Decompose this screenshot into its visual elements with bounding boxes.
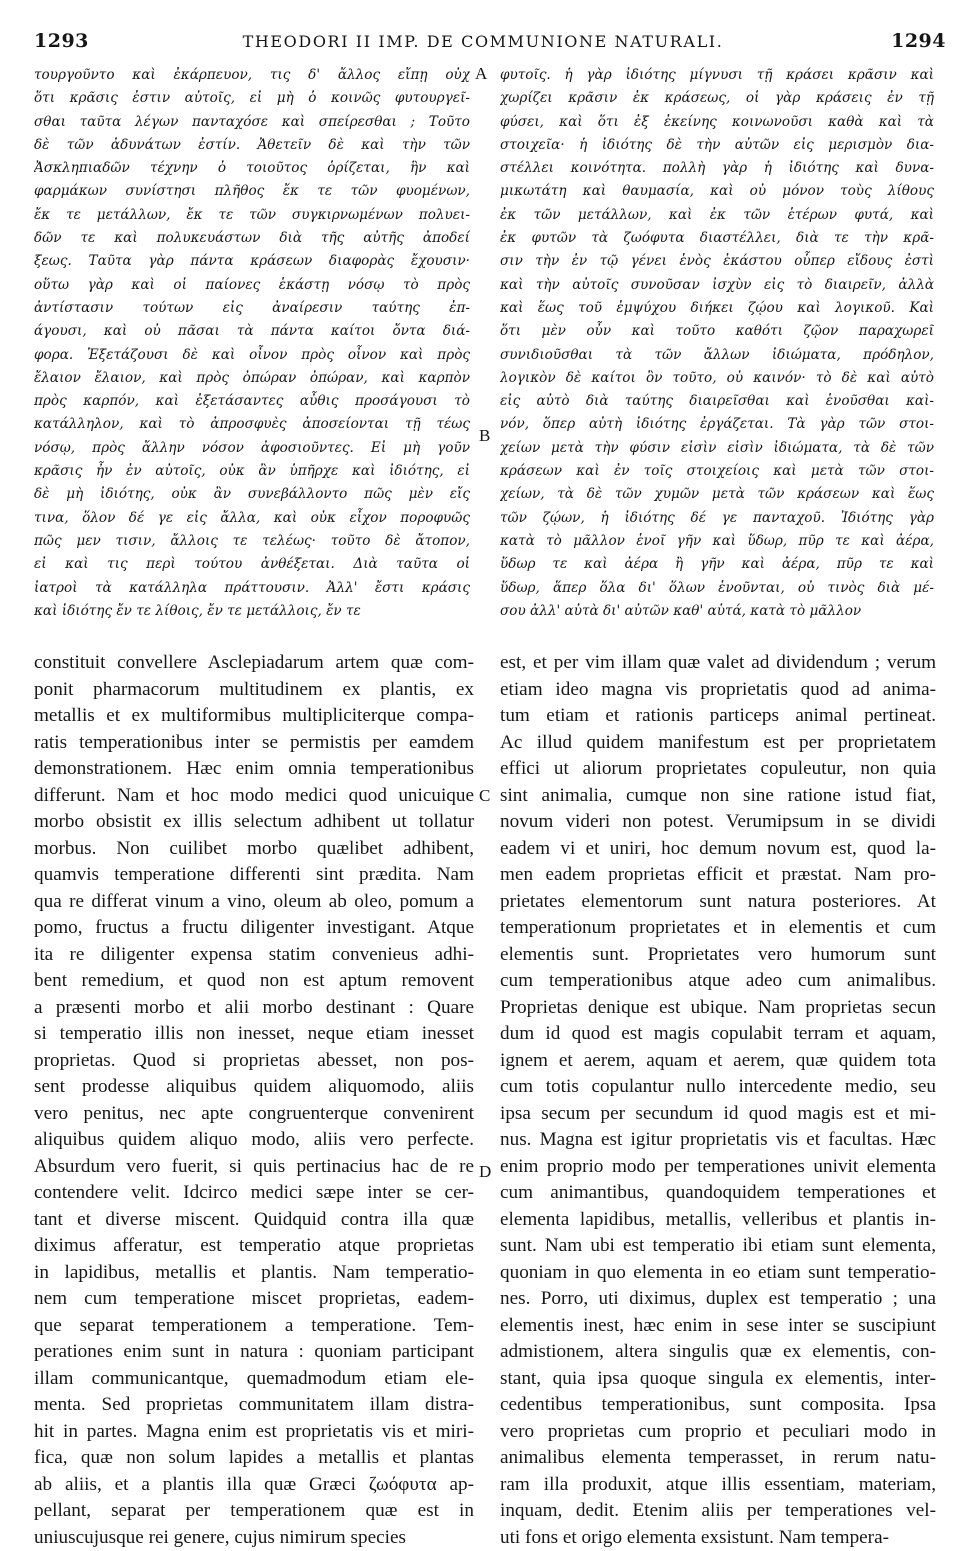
text-line: τῶν ζῴων, ἡ ἰδιότης δέ γε πανταχοῦ. Ἰδιότης γὰρ [500, 507, 934, 530]
text-line: ἐκ τῶν μετάλλων, καὶ ἐκ τῶν ἑτέρων φυτά, καὶ [500, 204, 934, 227]
text-line: sunt. Nam ubi est temperatio ibi etiam sunt elementa, [500, 1233, 936, 1260]
text-line: φορα. Ἐξετάζουσι δὲ καὶ οἶνον πρὸς οἶνον καὶ πρὸς [34, 344, 470, 367]
text-line: si temperatio illis non inesset, neque etiam inesset [34, 1021, 474, 1048]
text-line: ita re diligenter expensa statim convenieus adhi- [34, 942, 474, 969]
text-line: σιν τὴν ἐν τῷ γένει ἑνὸς ἑκάστου οὗπερ εἴδους ἐστὶ [500, 250, 934, 273]
page-header [0, 0, 966, 60]
page-number-left: 1293 [34, 30, 89, 52]
text-line: aliquibus quidem aliquo modo, aliis vero perfecte. [34, 1127, 474, 1154]
text-line: nus. Magna est igitur proprietatis vis et facultas. Hæc [500, 1127, 936, 1154]
text-line: χωρίζει κρᾶσιν ἐκ κράσεως, οἱ γὰρ κράσεις ἐν τῇ [500, 87, 934, 110]
text-line: qua re differat vinum a vino, oleum ab oleo, pomum a [34, 889, 474, 916]
text-line: que separat temperationem a temperatione. Tem- [34, 1313, 474, 1340]
text-line: metallis et ex multiformibus multipliciterque compa- [34, 703, 474, 730]
latin-column-left [34, 650, 474, 1551]
text-line: hit in partes. Magna enim est proprietatis vis et miri- [34, 1419, 474, 1446]
text-line: πῶς μεν τισιν, ἄλλοις τε τελέως· τοῦτο δὲ ἄτοπον, [34, 530, 470, 553]
text-line: men eadem proprietas efficit et præstat. Nam pro- [500, 862, 936, 889]
text-line: ὕδωρ, ἅπερ ὅλα δι' ὅλων ἑνοῦνται, οὐ τινὸς διὰ μέ- [500, 577, 934, 600]
text-line: ἔκ τε μετάλλων, ἔκ τε τῶν συγκιρνωμένων πολυει- [34, 204, 470, 227]
text-line: inquam, dedit. Etenim aliis per temperationes vel- [500, 1498, 936, 1525]
text-line: κατάλληλον, καὶ τὸ ἀπροσφυὲς ἀποσείονται τῇ τέως [34, 413, 470, 436]
text-line: est, et per vim illam quæ valet ad dividendum ; verum [500, 650, 936, 677]
text-line: effici ut aliorum proprietates copuleutur, non quia [500, 756, 936, 783]
text-line: cum temperationibus atque adeo cum animalibus. [500, 968, 936, 995]
text-line: Ac illud quidem manifestum est per proprietatem [500, 730, 936, 757]
text-line: συνιδιοῦσθαι τὰ τῶν ἄλλων ἰδιώματα, πρόδηλον, [500, 344, 934, 367]
text-line: nem cum temperatione miscet proprietas, eadem- [34, 1286, 474, 1313]
text-line: cum totis copulantur nullo intercedente medio, seu [500, 1074, 936, 1101]
text-line: vero penitus, nec apte congruenterque convenirent [34, 1101, 474, 1128]
text-line: pellant, separat per temperationem quæ est in [34, 1498, 474, 1525]
text-line: δῶν τε καὶ πολυκευάστων διὰ τῆς αὐτῆς ἀποδεί [34, 227, 470, 250]
text-line: ξεως. Ταῦτα γὰρ πάντα κράσεων διαφορὰς ἔχουσιν· [34, 250, 470, 273]
text-line: etiam ideo magna vis proprietatis quod ad anima- [500, 677, 936, 704]
text-line: τινα, ὅλον δέ γε εἰς ἄλλα, καὶ οὐκ εἶχον ποροφυῶς [34, 507, 470, 530]
margin-letter-c: C [479, 786, 490, 806]
text-line: τουργοῦντο καὶ ἐκάρπευον, τις δ' ἄλλος εἴπῃ οὐχ [34, 64, 470, 87]
text-line: in lapidibus, metallis et plantis. Nam temperatio- [34, 1260, 474, 1287]
text-line: vero proprietas cum proprio et peculiari modo in [500, 1419, 936, 1446]
text-line: morbus. Non cuilibet morbo quælibet adhibent, [34, 836, 474, 863]
text-line: proprietas. Quod si proprietas abesset, non pos- [34, 1048, 474, 1075]
text-line: pomo, fructus a fructu diligenter investigant. Atque [34, 915, 474, 942]
text-line: στέλλει κοινότητα. πολλὴ γὰρ ἡ ἰδιότης καὶ δυνα- [500, 157, 934, 180]
text-line: menta. Sed proprietas communitatem illam distra- [34, 1392, 474, 1419]
text-line: ὅτι κρᾶσις ἐστιν αὐτοῖς, εἰ μὴ ὁ κοινῶς φυτουργεῖ- [34, 87, 470, 110]
text-line: stant, quia ipsa quoque singula ex elementis, inter- [500, 1366, 936, 1393]
text-line: ἔλαιον ἔλαιον, καὶ πρὸς ὀπώραν ὀπώραν, καὶ καρπὸν [34, 367, 470, 390]
text-line: fica, quæ non solum lapides a metallis et plantas [34, 1445, 474, 1472]
text-line: temperationum proprietates et in elementis et cum [500, 915, 936, 942]
text-line: Absurdum vero fuerit, si quis pertinacius hac de re [34, 1154, 474, 1181]
text-line: κατὰ τὸ μᾶλλον ἑνοῖ γῆν καὶ ὕδωρ, πῦρ τε καὶ ἀέρα, [500, 530, 934, 553]
text-line: φαρμάκων συνίστησι πλῆθος ἔκ τε τῶν φυομένων, [34, 180, 470, 203]
text-line: ipsa secum per secundum id quod magis est et mi- [500, 1101, 936, 1128]
text-line: Ἀσκληπιαδῶν τέχνην ὁ τοιοῦτος ὁρίζεται, ἣν καὶ [34, 157, 470, 180]
text-line: eadem vi et uniri, hoc demum novum est, quod la- [500, 836, 936, 863]
text-line: diximus afferatur, est temperatio atque proprietas [34, 1233, 474, 1260]
text-line: prietates elementorum sunt natura posteriores. At [500, 889, 936, 916]
text-line: φύσει, καὶ ὅτι ἐξ ἐκείνης κοινωνοῦσι καθὰ καὶ τὰ [500, 111, 934, 134]
text-line: φυτοῖς. ἡ γὰρ ἰδιότης μίγνυσι τῇ κράσει κρᾶσιν καὶ [500, 64, 934, 87]
text-line: άγουσι, καὶ οὐ πᾶσαι τὰ πάντα καίτοι ὄντα διά- [34, 320, 470, 343]
text-line: σου ἀλλ' αὐτὰ δι' αὐτῶν καθ' αὑτά, κατὰ τὸ μᾶλλον [500, 600, 934, 623]
text-line: quoniam in quo elementa in eo etiam sunt temperatio- [500, 1260, 936, 1287]
text-line: οὕτω γὰρ καὶ οἱ παίονες ἑκάστῃ νόσῳ τὸ πρὸς [34, 274, 470, 297]
text-line: constituit convellere Asclepiadarum artem quæ com- [34, 650, 474, 677]
text-line: ratis temperationibus inter se permistis per eamdem [34, 730, 474, 757]
text-line: bent remedium, et quod non est aptum removent [34, 968, 474, 995]
text-line: ignem et aerem, aquam et aerem, quæ quidem tota [500, 1048, 936, 1075]
text-line: Proprietas denique est ubique. Nam proprietas secun [500, 995, 936, 1022]
text-line: κρᾶσις ἦν ἐν αὐτοῖς, οὐκ ἂν ὑπῆρχε καὶ ἰδιότης, εἰ [34, 460, 470, 483]
text-line: ἰατροὶ τὰ κατάλληλα πράττουσιν. Ἀλλ' ἔστι κράσις [34, 577, 470, 600]
text-line: quamvis temperatione differenti sint prædita. Nam [34, 862, 474, 889]
text-line: καὶ τὴν αὐτοῖς συνοῦσαν ἰσχὺν εἰς τὸ διαιρεῖν, ἀλλὰ [500, 274, 934, 297]
text-line: στοιχεῖα· ἡ ἰδιότης δὲ τὴν αὐτῶν εἰς μερισμὸν δια- [500, 134, 934, 157]
text-line: perationes enim sunt in natura : quoniam participant [34, 1339, 474, 1366]
text-line: χείων μετὰ τὴν φύσιν εἰσὶν εἰσὶν ἰδιώματα, τὰ δὲ τῶν [500, 437, 934, 460]
text-line: σθαι ταῦτα λέγων πανταχόσε καὶ σπείρεσθαι ; Τοῦτο [34, 111, 470, 134]
text-line: nes. Porro, uti diximus, duplex est temperatio ; una [500, 1286, 936, 1313]
text-line: elementa lapidibus, metallis, velleribus et plantis in- [500, 1207, 936, 1234]
text-line: χείων, τὰ δὲ τῶν χυμῶν μετὰ τῶν κράσεων καὶ ἕως [500, 483, 934, 506]
text-line: illam communicantque, quemadmodum etiam ele- [34, 1366, 474, 1393]
text-line: uniuscujusque rei genere, cujus nimirum species [34, 1525, 474, 1551]
text-line: πρὸς καρπόν, καὶ ἐξετάσαντες αὖθις προσάγουσι τὸ [34, 390, 470, 413]
greek-column-left [34, 64, 470, 623]
margin-letter-b: B [479, 426, 490, 446]
text-line: sint animalia, cumque non sine ratione istud fiat, [500, 783, 936, 810]
running-title: THEODORI II IMP. DE COMMUNIONE NATURALI. [0, 32, 966, 51]
text-line: cedentibus temperationibus, sunt composita. Ipsa [500, 1392, 936, 1419]
text-line: admistionem, altera singulis quæ ex elementis, con- [500, 1339, 936, 1366]
latin-column-right [500, 650, 936, 1551]
text-line: εἰς αὐτὸ διὰ ταύτης διαιρεῖσθαι καὶ ἑνοῦσθαι καὶ- [500, 390, 934, 413]
text-line: morbo obsistit ex illis selectum adhibent ut tollatur [34, 809, 474, 836]
text-line: λογικὸν δὲ καίτοι ὂν τοῦτο, οὐ καινόν· τὸ δὲ καὶ αὐτὸ [500, 367, 934, 390]
page-number-right: 1294 [891, 30, 946, 52]
text-line: demonstrationem. Hæc enim omnia temperationibus [34, 756, 474, 783]
greek-column-right [500, 64, 934, 623]
text-line: elementis inest, hæc enim in sese inter se suscipiunt [500, 1313, 936, 1340]
text-line: ἐκ φυτῶν τὰ ζωόφυτα διαστέλλει, διὰ τε τὴν κρᾶ- [500, 227, 934, 250]
text-line: εἰ καὶ τις περὶ τούτου ἀνθέξεται. Διὰ ταῦτα οἱ [34, 553, 470, 576]
text-line: animalibus elementa temperasset, in rerum natu- [500, 1445, 936, 1472]
margin-letter-d: D [479, 1162, 491, 1182]
text-line: νόσῳ, πρὸς ἄλλην νόσον ἀφοσιοῦντες. Εἰ μὴ γοῦν [34, 437, 470, 460]
text-line: elementis sunt. Proprietates vero humorum sunt [500, 942, 936, 969]
text-line: ram illa produxit, atque illis essentiam, materiam, [500, 1472, 936, 1499]
text-line: enim proprio modo per temperationes univit elementa [500, 1154, 936, 1181]
text-line: ponit pharmacorum multitudinem ex plantis, ex [34, 677, 474, 704]
text-line: δὲ τῶν ἀδυνάτων ἐστίν. Ἀθετεῖν δὲ καὶ τὴν τῶν [34, 134, 470, 157]
text-line: ab aliis, et a plantis illa quæ Græci ζωόφυτα ap- [34, 1472, 474, 1499]
text-line: a præsenti morbo et alii morbo destinant : Quare [34, 995, 474, 1022]
text-line: ὅτι μὲν οὖν καὶ τοῦτο καθότι ζῷον παραχωρεῖ [500, 320, 934, 343]
text-line: uti fons et origo elementa exsistunt. Nam tempera- [500, 1525, 936, 1551]
text-line: dum id quod est magis copulabit terram et aquam, [500, 1021, 936, 1048]
text-line: καὶ ἕως τοῦ ἐμψύχου διήκει ζῴου καὶ λογικοῦ. Καὶ [500, 297, 934, 320]
text-line: ἀντίστασιν τούτων εἰς ἀναίρεσιν ταύτης ἐπ- [34, 297, 470, 320]
text-line: νόν, ὅπερ αὐτὴ ἰδιότης ἐργάζεται. Τὰ γὰρ τῶν στοι- [500, 413, 934, 436]
text-line: contendere velit. Idcirco medici sæpe inter se cer- [34, 1180, 474, 1207]
text-line: novum videri non potest. Verumipsum in se dividi [500, 809, 936, 836]
text-line: cum animantibus, quandoquidem temperationes et [500, 1180, 936, 1207]
text-line: μικωτάτη καὶ θαυμασία, καὶ οὐ μόνον τοὺς λίθους [500, 180, 934, 203]
text-line: sent prodesse aliquibus quidem aliquomodo, aliis [34, 1074, 474, 1101]
text-line: δὲ μὴ ἰδιότης, οὐκ ἂν συνεβάλλοντο πῶς μὲν εἴς [34, 483, 470, 506]
margin-letter-a: A [475, 64, 487, 84]
text-line: ὕδωρ τε καὶ ἀέρα ἢ γῆν καὶ ἀέρα, πῦρ τε καὶ [500, 553, 934, 576]
text-line: καὶ ἰδιότης ἔν τε λίθοις, ἔν τε μετάλλοις, ἔν τε [34, 600, 470, 623]
text-line: tant et diverse miscent. Quidquid contra illa quæ [34, 1207, 474, 1234]
text-line: κράσεων καὶ ἐν τοῖς στοιχείοις καὶ μετὰ τῶν στοι- [500, 460, 934, 483]
text-line: differunt. Nam et hoc modo medici quod unicuique [34, 783, 474, 810]
text-line: tum etiam et rationis particeps animal pertineat. [500, 703, 936, 730]
